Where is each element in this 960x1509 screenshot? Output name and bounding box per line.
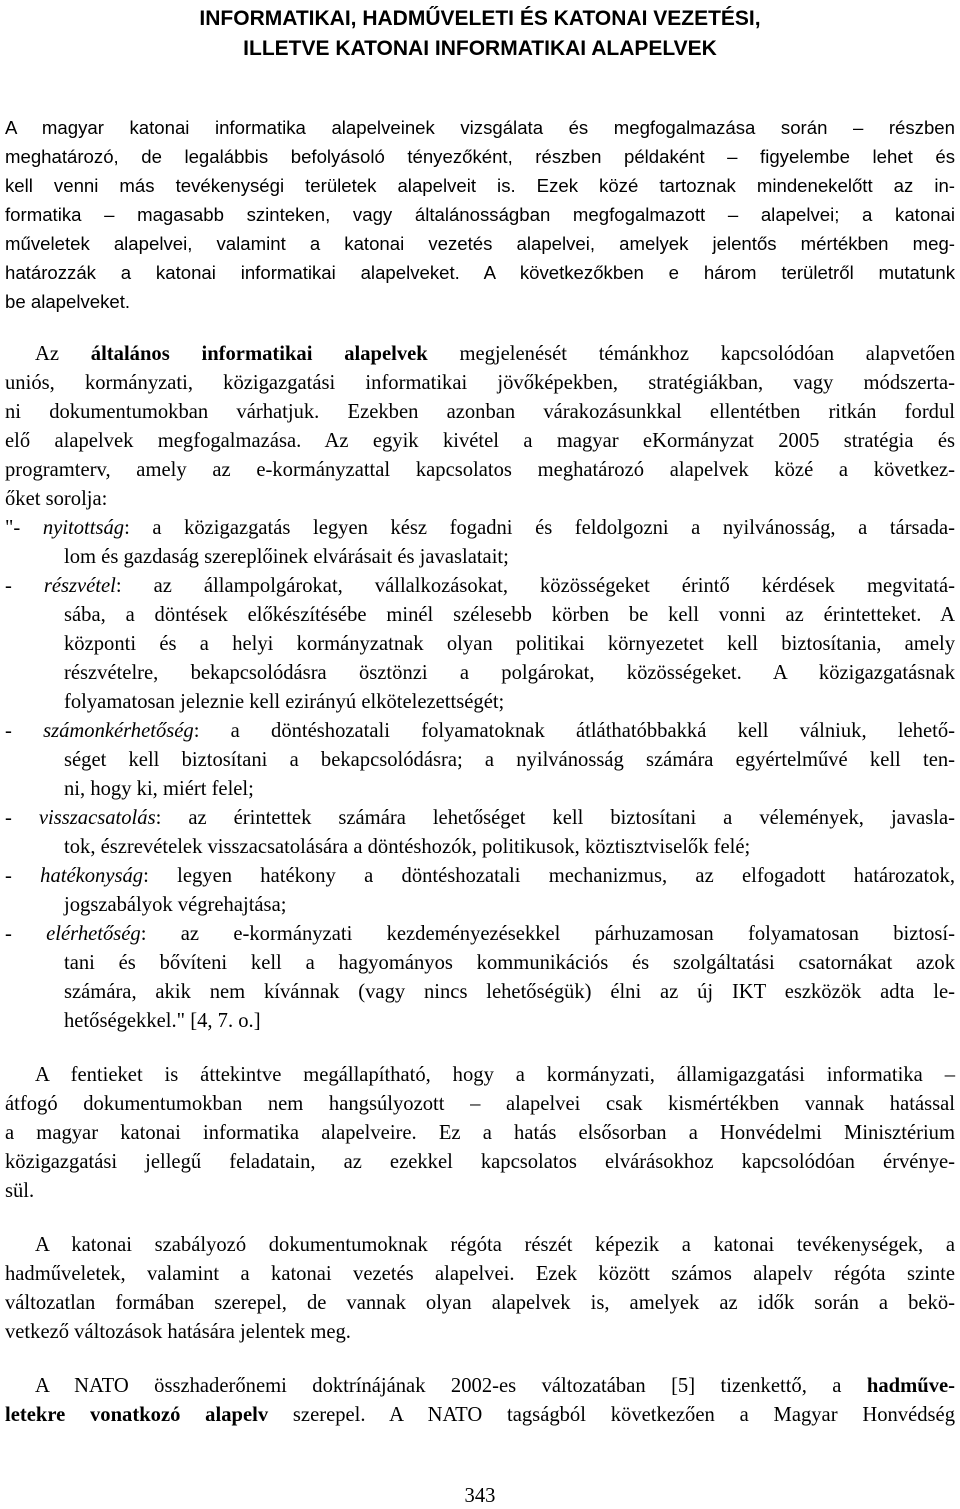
p1-line: be alapelveket. xyxy=(5,291,131,312)
list-item-cont: számára, akik nem kívánnak (vagy nincs lehetőségük) élni az új IKT eszközök adta le- xyxy=(64,981,955,1003)
list-item: - számonkérhetőség: a döntéshozatali folyamatoknak átláthatóbbakká kell válniuk, lehető- xyxy=(5,720,955,742)
emphasis-general-principles: általános informatikai alapelvek xyxy=(90,343,428,365)
list-item: - részvétel: az állampolgárokat, vállalkozásokat, közösségeket érintő kérdések megvitatá- xyxy=(5,575,955,597)
list-item: - hatékonyság: legyen hatékony a döntéshozatali mechanizmus, az elfogadott határozatok, xyxy=(5,865,955,887)
list-term: nyitottság xyxy=(42,517,125,539)
p2-line: elő alapelvek megfogalmazása. Az egyik kivétel a magyar eKormányzat 2005 stratégia és xyxy=(5,430,955,452)
document-title-line-1: INFORMATIKAI, HADMŰVELETI ÉS KATONAI VEZETÉSI, xyxy=(199,7,761,30)
p2-line: programterv, amely az e-kormányzattal kapcsolatos meghatározó alapelvek közé a következ- xyxy=(5,459,955,481)
list-term: elérhetőség xyxy=(46,923,141,945)
p1-line: formatika – magasabb szinteken, vagy általánosságban megfogalmazott – alapelvei; a katonai xyxy=(5,204,955,225)
list-term: visszacsatolás xyxy=(38,807,156,829)
list-item: "- nyitottság: a közigazgatás legyen kész fogadni és feldolgozni a nyilvánosság, a társada- xyxy=(5,517,956,539)
list-item-cont: részvételre, bekapcsolódásra ösztönzi a polgárokat, közösségeket. A közigazgatásnak xyxy=(64,662,955,684)
list-item-cont: ni, hogy ki, miért felel; xyxy=(64,778,254,800)
page-number: 343 xyxy=(464,1485,496,1507)
p3-line: a magyar katonai informatika alapelveire. Ez a hatás elsősorban a Honvédelmi Minisztérium xyxy=(5,1122,955,1144)
list-term: részvétel xyxy=(43,575,116,597)
p4-line: hadműveletek, valamint a katonai vezetés alapelvei. Ezek között számos alapelv régóta szinte xyxy=(5,1263,955,1285)
p3-line: közigazgatási jellegű feladatain, az ezekkel kapcsolatos elvárásokhoz kapcsolódóan érvénye- xyxy=(5,1151,955,1173)
list-item-cont: központi és a helyi kormányzatnak olyan politikai környezetet kell biztosítania, amely xyxy=(64,633,955,655)
list-item-cont: séget kell biztosítani a bekapcsolódásra; a nyilvánosság számára egyértelművé kell ten- xyxy=(64,749,955,771)
p1-line: határozzák a katonai informatikai alapelveket. A következőkben e három területről mutatunk xyxy=(5,262,955,283)
p2-line: ni dokumentumokban várhatjuk. Ezekben azonban várakozásunkkal ellentétben ritkán fordul xyxy=(5,401,955,423)
emphasis-operations-principles: hadműve- xyxy=(866,1375,955,1397)
p2-line: uniós, kormányzati, közigazgatási informatikai jövőképekben, stratégiákban, vagy módszerta- xyxy=(5,372,955,394)
p1-line: műveletek alapelvei, valamint a katonai vezetés alapelvei, amelyek jelentős mértékben meg- xyxy=(5,233,955,254)
list-item-cont: tok, észrevételek visszacsatolására a döntéshozók, politikusok, köztisztviselők felé; xyxy=(64,836,751,858)
list-item-cont: lom és gazdaság szereplőinek elvárásait és javaslatait; xyxy=(64,546,509,568)
list-item-cont: hetőségekkel." [4, 7. o.] xyxy=(64,1010,261,1032)
document-title-line-2: ILLETVE KATONAI INFORMATIKAI ALAPELVEK xyxy=(243,37,717,60)
list-item-cont: jogszabályok végrehajtása; xyxy=(64,894,287,916)
list-term: számonkérhetőség xyxy=(43,720,194,742)
list-term: hatékonyság xyxy=(40,865,144,887)
p3-line: átfogó dokumentumokban nem hangsúlyozott – alapelvei csak kismértékben vannak hatással xyxy=(5,1093,955,1115)
p4-line: vetkező változások hatására jelentek meg. xyxy=(5,1321,351,1343)
emphasis-operations-principles: letekre vonatkozó alapelv xyxy=(5,1404,269,1426)
p1-line: A magyar katonai informatika alapelveinek vizsgálata és megfogalmazása során – részben xyxy=(5,117,955,138)
p5-line: letekre vonatkozó alapelv szerepel. A NATO tagságból következően a Magyar Honvédség xyxy=(5,1404,955,1426)
p5-line: A NATO összhaderőnemi doktrínájának 2002-es változatában [5] tizenkettő, a hadműve- xyxy=(35,1375,955,1397)
p4-line: változatlan formában szerepel, de vannak olyan alapelvek is, amelyek az idők során a bekö- xyxy=(5,1292,955,1314)
p3-line: sül. xyxy=(5,1180,35,1202)
list-item-cont: sába, a döntések előkészítésébe minél szélesebb körben be kell vonni az érintetteket. A xyxy=(64,604,955,626)
list-item-cont: folyamatosan jeleznie kell ezirányú elkötelezettségét; xyxy=(64,691,505,713)
list-item: - elérhetőség: az e-kormányzati kezdeményezésekkel párhuzamosan folyamatosan biztosí- xyxy=(5,923,955,945)
p2-line: Az általános informatikai alapelvek megjelenését témánkhoz kapcsolódóan alapvetően xyxy=(35,343,955,365)
p1-line: meghatározó, de legalábbis befolyásoló tényezőként, részben példaként – figyelembe lehet és xyxy=(5,146,955,167)
list-item-cont: tani és bővíteni kell a hagyományos kommunikációs és szolgáltatási csatornákat azok xyxy=(64,952,955,974)
p3-line: A fentieket is áttekintve megállapítható, hogy a kormányzati, államigazgatási informatika – xyxy=(35,1064,955,1086)
p4-line: A katonai szabályozó dokumentumoknak régóta részét képezik a katonai tevékenységek, a xyxy=(35,1234,955,1256)
p1-line: kell venni más tevékenységi területek alapelveit is. Ezek közé tartoznak mindenekelőtt az in- xyxy=(5,175,955,196)
list-item: - visszacsatolás: az érintettek számára lehetőséget kell biztosítani a vélemények, javasla- xyxy=(5,807,955,829)
p2-line: őket sorolja: xyxy=(5,488,108,510)
